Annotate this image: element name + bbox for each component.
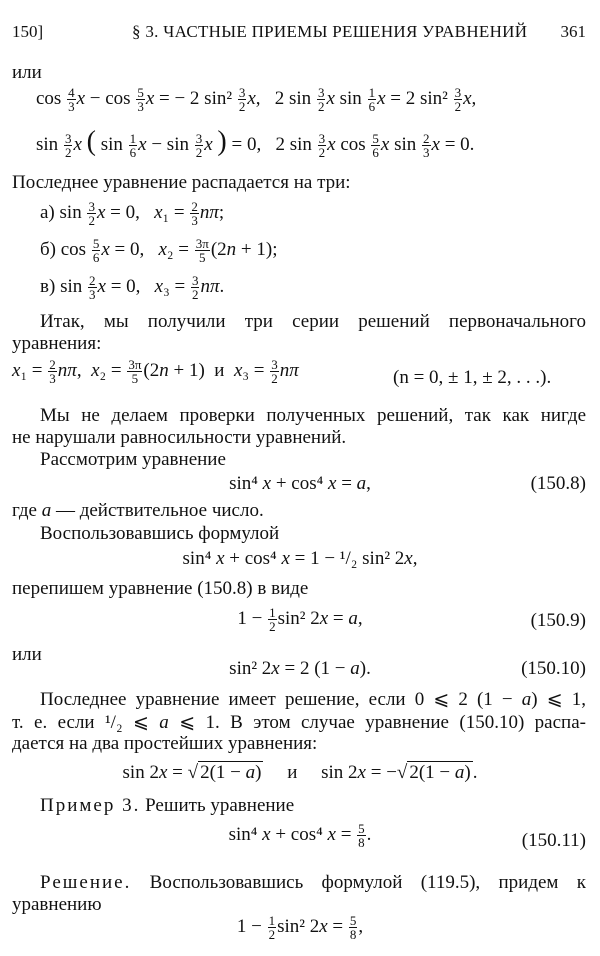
equation-line-1: cos $\frac{4}{3}$ x − cos $\frac{5}{3}$ x = − 2 sin² $\frac{3}{2}$ x, 2 sin $\frac{3}{2}$ x sin $\frac{1}{6}$ x = 2 sin² $\frac{3}{2}$ x, [36,85,477,114]
text-p2-1: Последнее уравнение имеет решение, если 0 ⩽ 2 (1 − a) ⩽ 1, [40,689,586,710]
text-p1-1: Мы не делаем проверки полученных решений, так как нигде [40,405,586,426]
running-title: § 3. ЧАСТНЫЕ ПРИЕМЫ РЕШЕНИЯ УРАВНЕНИЙ [132,22,528,41]
text-itak-2: уравнения: [12,333,102,354]
solution-label: Решение. [40,872,132,893]
text-p1-2: не нарушали равносильности уравнений. [12,427,347,448]
all-solutions: x₁ = $\frac{2}{3}$ nπ, x₂ = $\frac{3\pi}{5}$ (2n + 1) и x₃ = $\frac{3}{2}$ nπ [12,357,299,386]
n-range: (n = 0, ± 1, ± 2, . . .). [393,367,552,388]
text-p2-3: дается на два простейших уравнения: [12,733,318,754]
eq-number-150-9: (150.9) [530,610,586,631]
page-number: 361 [560,22,586,41]
eq-number-150-11: (150.11) [521,830,586,851]
equation-last: 1 − $\frac{1}{2}$ sin² 2x = $\frac{5}{8}$ , [236,913,364,942]
text-solution-2: уравнению [12,894,102,915]
equation-150-8: sin⁴ x + cos⁴ x = a, [229,473,371,494]
text-decompose: Последнее уравнение распадается на три: [12,172,351,193]
example-label: Пример 3. [40,795,141,816]
text-ili-2: или [12,644,42,665]
equation-line-2: sin $\frac{3}{2}$ x ( sin $\frac{1}{6}$ x − sin $\frac{3}{2}$ x ) = 0, 2 sin $\frac{3}{2}$ x cos $\frac{5}{6}$ x sin $\frac{2}{3}$ x = 0. [36,126,475,161]
text-using: Воспользовавшись формулой [40,523,280,544]
text-where: где a — действительное число. [12,500,264,521]
text-rewrite: перепишем уравнение (150.8) в виде [12,578,309,599]
case-b: б) cos $\frac{5}{6}$ x = 0, x₂ = $\frac{3\pi}{5}$ (2n + 1); [40,236,278,265]
case-a: а) sin $\frac{3}{2}$ x = 0, x₁ = $\frac{2}{3}$ nπ; [40,199,225,228]
text-ili-1: или [12,62,42,83]
equation-150-11: sin⁴ x + cos⁴ x = $\frac{5}{8}$ . [228,821,372,850]
text-consider: Рассмотрим уравнение [40,449,226,470]
two-equations: sin 2x = √ 2(1 − a) и sin 2x = −√ 2(1 − a) . [122,762,478,783]
solution-line: Решение. Воспользовавшись формулой (119.5), придем к [40,872,587,893]
equation-150-9: 1 − $\frac{1}{2}$ sin² 2x = a, [237,605,363,634]
case-v: в) sin $\frac{2}{3}$ x = 0, x₃ = $\frac{3}{2}$ nπ. [40,273,225,302]
example-heading: Пример 3. Решить уравнение [40,795,295,816]
eq-number-150-10: (150.10) [521,658,586,679]
formula: sin⁴ x + cos⁴ x = 1 − ¹/₂ sin² 2x, [182,548,418,569]
section-number: 150] [12,22,44,41]
equation-150-10: sin² 2x = 2 (1 − a). [229,658,371,679]
text-itak-1: Итак, мы получили три серии решений первоначального [40,311,586,332]
text-p2-2: т. е. если ¹/₂ ⩽ a ⩽ 1. В этом случае уравнение (150.10) распа- [12,712,586,733]
eq-number-150-8: (150.8) [530,473,586,494]
